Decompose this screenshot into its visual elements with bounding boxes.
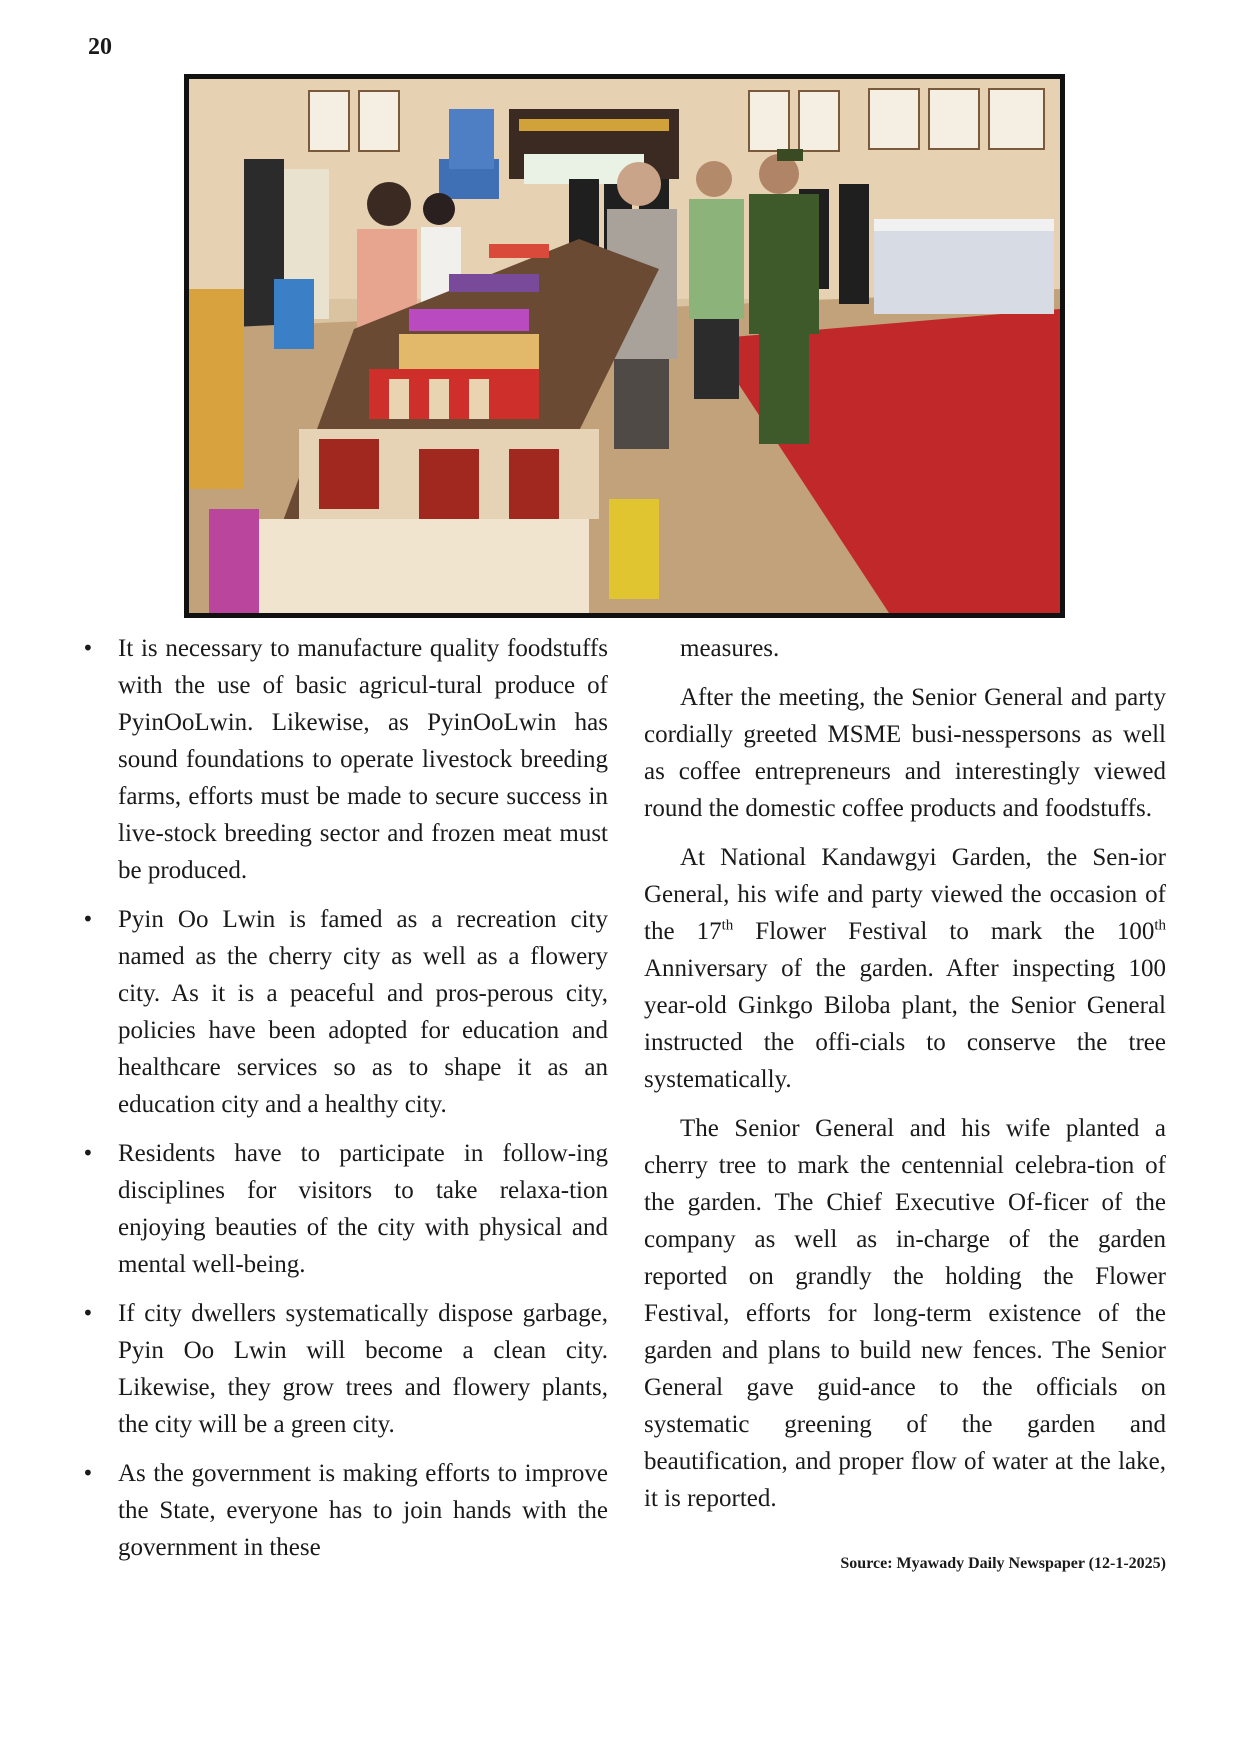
bullet-item [80,901,608,1123]
right-column [644,630,1166,1573]
paragraph-text: Anniversary of the garden. After inspecting 100 year-old Ginkgo Biloba plant, the Senior General instructed the offi-cials to conserve the tree systematically. [644,955,1166,1093]
superscript: th [1154,917,1167,934]
bullet-glyph: • [82,907,94,931]
page-number: 20 [88,34,112,60]
paragraph-kandawgyi [644,839,1166,1098]
bullet-text: It is necessary to manufacture quality foodstuffs with the use of basic agricul-tural produce of PyinOoLwin. Likewise, as PyinOoLwin has sound foundations to operate livestock breeding farms, efforts must be made to secure success in live-stock breeding sector and frozen meat must be produced. [118,635,608,884]
news-photo [184,74,1065,618]
bullet-item [80,1455,608,1566]
bullet-text: As the government is making efforts to improve the State, everyone has to join hands with the government in these [118,1460,608,1561]
exhibition-scene-image [189,79,1060,613]
bullet-item [80,630,608,889]
continuation-text: measures. [680,635,780,662]
bullet-text: Pyin Oo Lwin is famed as a recreation city named as the cherry city as well as a flowery city. As it is a peaceful and pros-perous city, policies have been adopted for education and healthcare services so as to shape it as an education city and a healthy city. [118,906,608,1118]
bullet-item [80,1295,608,1443]
paragraph-text: Flower Festival to mark the 100 [733,918,1155,945]
bullet-item [80,1135,608,1283]
paragraph-cherry-tree: The Senior General and his wife planted a cherry tree to mark the centennial celebra-tion of the garden. The Chief Executive Of-ficer of the company as well as in-charge of the garden reported on grandly the holding the Flower Festival, efforts for long-term existence of the garden and plans to build new fences. The Senior General gave guid-ance to the officials on systematic greening of the garden and beautification, and proper flow of water at the lake, it is reported. [644,1115,1166,1512]
paragraph-text: At National Kandawgyi Garden, the Sen-ior General, his wife and party viewed the occasion of the 17 [644,844,1166,945]
paragraph-meeting: After the meeting, the Senior General and party cordially greeted MSME busi-nesspersons as well as coffee entrepreneurs and interestingly viewed round the domestic coffee products and foodstuffs. [644,684,1166,822]
bullet-list [80,630,608,1566]
bullet-text: Residents have to participate in follow-ing disciplines for visitors to take relaxa-tion enjoying beauties of the city with physical and mental well-being. [118,1140,608,1278]
bullet-glyph: • [82,1461,94,1485]
superscript: th [721,917,734,934]
bullet-glyph: • [82,1141,94,1165]
bullet-glyph: • [82,636,94,660]
source-credit: Source: Myawady Daily Newspaper (12-1-2025) [840,1555,1166,1572]
bullet-text: If city dwellers systematically dispose garbage, Pyin Oo Lwin will become a clean city. Likewise, they grow trees and flowery plants, the city will be a green city. [118,1300,608,1438]
left-column [80,630,608,1578]
bullet-glyph: • [82,1301,94,1325]
